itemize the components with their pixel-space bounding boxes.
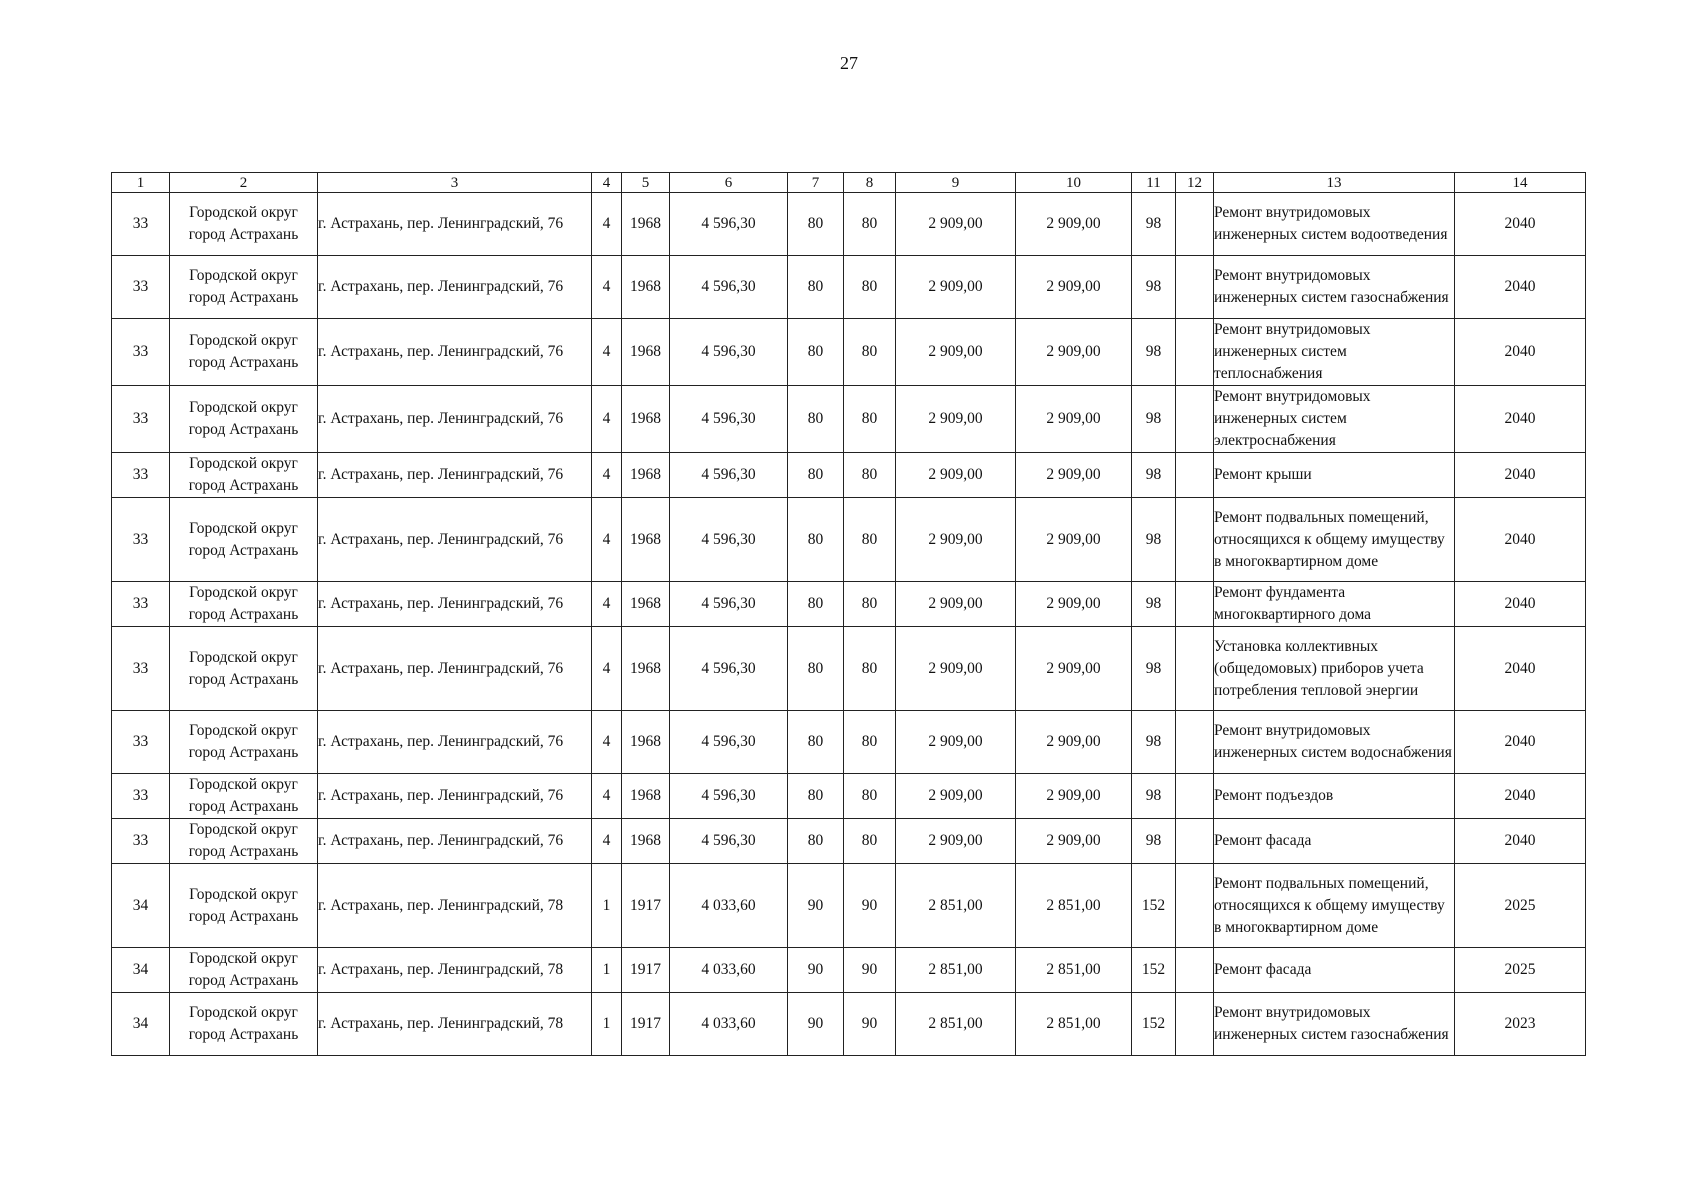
year-cell: 1968 (622, 386, 670, 453)
planned-year-cell: 2040 (1455, 453, 1586, 498)
column-9-cell: 2 851,00 (896, 948, 1016, 993)
table-row (112, 627, 1586, 711)
municipality-cell: Городской округ город Астрахань (170, 453, 318, 498)
column-12-cell (1176, 948, 1214, 993)
table-row (112, 993, 1586, 1056)
column-4-cell: 4 (592, 386, 622, 453)
column-10-cell: 2 909,00 (1016, 193, 1132, 256)
area-cell: 4 596,30 (670, 453, 788, 498)
column-8-cell: 80 (844, 498, 896, 582)
row-number-cell: 33 (112, 711, 170, 774)
column-8-cell: 90 (844, 864, 896, 948)
year-cell: 1968 (622, 819, 670, 864)
column-7-cell: 90 (788, 864, 844, 948)
column-8-cell: 80 (844, 453, 896, 498)
page-number: 27 (840, 53, 858, 73)
column-4-cell: 4 (592, 819, 622, 864)
planned-year-cell: 2040 (1455, 711, 1586, 774)
area-cell: 4 033,60 (670, 864, 788, 948)
column-8-cell: 80 (844, 319, 896, 386)
address-cell: г. Астрахань, пер. Ленинградский, 76 (318, 711, 592, 774)
column-9-cell: 2 851,00 (896, 864, 1016, 948)
column-11-cell: 98 (1132, 256, 1176, 319)
column-11-cell: 152 (1132, 864, 1176, 948)
column-10-cell: 2 909,00 (1016, 711, 1132, 774)
column-10-cell: 2 909,00 (1016, 498, 1132, 582)
row-number-cell: 33 (112, 627, 170, 711)
row-number-cell: 33 (112, 193, 170, 256)
municipality-cell: Городской округ город Астрахань (170, 386, 318, 453)
year-cell: 1968 (622, 453, 670, 498)
column-7-cell: 80 (788, 256, 844, 319)
year-cell: 1917 (622, 993, 670, 1056)
column-8-cell: 90 (844, 948, 896, 993)
column-10-cell: 2 909,00 (1016, 582, 1132, 627)
address-cell: г. Астрахань, пер. Ленинградский, 78 (318, 948, 592, 993)
column-9-cell: 2 909,00 (896, 627, 1016, 711)
column-4-cell: 4 (592, 319, 622, 386)
row-number-cell: 34 (112, 993, 170, 1056)
column-12-cell (1176, 582, 1214, 627)
column-4-cell: 4 (592, 627, 622, 711)
municipality-cell: Городской округ город Астрахань (170, 948, 318, 993)
column-4-cell: 1 (592, 993, 622, 1056)
year-cell: 1968 (622, 498, 670, 582)
column-9-cell: 2 909,00 (896, 582, 1016, 627)
table-row (112, 319, 1586, 386)
address-cell: г. Астрахань, пер. Ленинградский, 76 (318, 193, 592, 256)
planned-year-cell: 2040 (1455, 774, 1586, 819)
address-cell: г. Астрахань, пер. Ленинградский, 76 (318, 627, 592, 711)
planned-year-cell: 2040 (1455, 319, 1586, 386)
table-row (112, 453, 1586, 498)
row-number-cell: 34 (112, 948, 170, 993)
row-number-cell: 33 (112, 498, 170, 582)
column-header: 4 (592, 173, 622, 193)
column-8-cell: 80 (844, 627, 896, 711)
work-type-cell: Ремонт фундамента многоквартирного дома (1214, 582, 1455, 627)
work-type-cell: Ремонт внутридомовых инженерных систем водоотведения (1214, 193, 1455, 256)
area-cell: 4 596,30 (670, 627, 788, 711)
column-7-cell: 90 (788, 993, 844, 1056)
planned-year-cell: 2025 (1455, 948, 1586, 993)
work-type-cell: Ремонт внутридомовых инженерных систем водоснабжения (1214, 711, 1455, 774)
table-row (112, 864, 1586, 948)
area-cell: 4 596,30 (670, 386, 788, 453)
row-number-cell: 33 (112, 319, 170, 386)
column-10-cell: 2 909,00 (1016, 819, 1132, 864)
area-cell: 4 596,30 (670, 498, 788, 582)
municipality-cell: Городской округ город Астрахань (170, 193, 318, 256)
column-7-cell: 80 (788, 774, 844, 819)
municipality-cell: Городской округ город Астрахань (170, 627, 318, 711)
planned-year-cell: 2040 (1455, 256, 1586, 319)
column-8-cell: 80 (844, 819, 896, 864)
column-8-cell: 80 (844, 193, 896, 256)
area-cell: 4 596,30 (670, 319, 788, 386)
column-4-cell: 4 (592, 711, 622, 774)
table-row (112, 582, 1586, 627)
address-cell: г. Астрахань, пер. Ленинградский, 78 (318, 864, 592, 948)
column-4-cell: 1 (592, 948, 622, 993)
year-cell: 1968 (622, 627, 670, 711)
column-10-cell: 2 909,00 (1016, 319, 1132, 386)
column-10-cell: 2 851,00 (1016, 864, 1132, 948)
column-7-cell: 80 (788, 453, 844, 498)
column-7-cell: 80 (788, 819, 844, 864)
municipality-cell: Городской округ город Астрахань (170, 319, 318, 386)
column-9-cell: 2 909,00 (896, 711, 1016, 774)
year-cell: 1968 (622, 582, 670, 627)
column-9-cell: 2 909,00 (896, 819, 1016, 864)
column-4-cell: 4 (592, 453, 622, 498)
year-cell: 1968 (622, 711, 670, 774)
column-header: 9 (896, 173, 1016, 193)
column-header: 11 (1132, 173, 1176, 193)
column-9-cell: 2 909,00 (896, 256, 1016, 319)
row-number-cell: 34 (112, 864, 170, 948)
column-12-cell (1176, 627, 1214, 711)
column-11-cell: 98 (1132, 819, 1176, 864)
column-header: 12 (1176, 173, 1214, 193)
column-8-cell: 90 (844, 993, 896, 1056)
address-cell: г. Астрахань, пер. Ленинградский, 76 (318, 256, 592, 319)
column-9-cell: 2 909,00 (896, 498, 1016, 582)
year-cell: 1968 (622, 774, 670, 819)
address-cell: г. Астрахань, пер. Ленинградский, 76 (318, 386, 592, 453)
address-cell: г. Астрахань, пер. Ленинградский, 78 (318, 993, 592, 1056)
planned-year-cell: 2040 (1455, 627, 1586, 711)
column-7-cell: 80 (788, 498, 844, 582)
repair-program-table (111, 172, 1586, 1056)
area-cell: 4 596,30 (670, 819, 788, 864)
column-8-cell: 80 (844, 774, 896, 819)
row-number-cell: 33 (112, 582, 170, 627)
work-type-cell: Ремонт подъездов (1214, 774, 1455, 819)
column-9-cell: 2 909,00 (896, 774, 1016, 819)
column-header: 13 (1214, 173, 1455, 193)
table-row (112, 256, 1586, 319)
planned-year-cell: 2040 (1455, 819, 1586, 864)
column-12-cell (1176, 864, 1214, 948)
row-number-cell: 33 (112, 386, 170, 453)
planned-year-cell: 2023 (1455, 993, 1586, 1056)
planned-year-cell: 2040 (1455, 193, 1586, 256)
year-cell: 1968 (622, 319, 670, 386)
column-11-cell: 98 (1132, 498, 1176, 582)
column-7-cell: 80 (788, 386, 844, 453)
column-11-cell: 98 (1132, 319, 1176, 386)
column-4-cell: 4 (592, 256, 622, 319)
municipality-cell: Городской округ город Астрахань (170, 582, 318, 627)
table-row (112, 711, 1586, 774)
column-7-cell: 80 (788, 319, 844, 386)
municipality-cell: Городской округ город Астрахань (170, 774, 318, 819)
column-7-cell: 80 (788, 627, 844, 711)
column-header: 1 (112, 173, 170, 193)
column-4-cell: 4 (592, 774, 622, 819)
column-4-cell: 1 (592, 864, 622, 948)
table-row (112, 498, 1586, 582)
column-11-cell: 98 (1132, 711, 1176, 774)
year-cell: 1968 (622, 193, 670, 256)
work-type-cell: Ремонт фасада (1214, 819, 1455, 864)
column-11-cell: 152 (1132, 993, 1176, 1056)
column-4-cell: 4 (592, 498, 622, 582)
column-8-cell: 80 (844, 386, 896, 453)
column-9-cell: 2 909,00 (896, 386, 1016, 453)
address-cell: г. Астрахань, пер. Ленинградский, 76 (318, 819, 592, 864)
address-cell: г. Астрахань, пер. Ленинградский, 76 (318, 453, 592, 498)
column-11-cell: 98 (1132, 386, 1176, 453)
column-4-cell: 4 (592, 582, 622, 627)
municipality-cell: Городской округ город Астрахань (170, 256, 318, 319)
municipality-cell: Городской округ город Астрахань (170, 864, 318, 948)
planned-year-cell: 2040 (1455, 386, 1586, 453)
column-number-row (112, 173, 1586, 193)
column-header: 10 (1016, 173, 1132, 193)
column-12-cell (1176, 774, 1214, 819)
address-cell: г. Астрахань, пер. Ленинградский, 76 (318, 774, 592, 819)
column-11-cell: 152 (1132, 948, 1176, 993)
row-number-cell: 33 (112, 819, 170, 864)
address-cell: г. Астрахань, пер. Ленинградский, 76 (318, 498, 592, 582)
work-type-cell: Ремонт внутридомовых инженерных систем газоснабжения (1214, 256, 1455, 319)
table-row (112, 386, 1586, 453)
column-12-cell (1176, 319, 1214, 386)
area-cell: 4 596,30 (670, 711, 788, 774)
year-cell: 1917 (622, 864, 670, 948)
column-12-cell (1176, 386, 1214, 453)
work-type-cell: Ремонт крыши (1214, 453, 1455, 498)
column-header: 5 (622, 173, 670, 193)
column-header: 3 (318, 173, 592, 193)
work-type-cell: Ремонт внутридомовых инженерных систем теплоснабжения (1214, 319, 1455, 386)
area-cell: 4 596,30 (670, 774, 788, 819)
column-9-cell: 2 909,00 (896, 319, 1016, 386)
planned-year-cell: 2040 (1455, 498, 1586, 582)
column-11-cell: 98 (1132, 193, 1176, 256)
column-8-cell: 80 (844, 582, 896, 627)
table-row (112, 774, 1586, 819)
column-10-cell: 2 909,00 (1016, 453, 1132, 498)
column-7-cell: 80 (788, 193, 844, 256)
area-cell: 4 033,60 (670, 993, 788, 1056)
column-12-cell (1176, 256, 1214, 319)
row-number-cell: 33 (112, 256, 170, 319)
row-number-cell: 33 (112, 774, 170, 819)
table-row (112, 193, 1586, 256)
work-type-cell: Ремонт фасада (1214, 948, 1455, 993)
municipality-cell: Городской округ город Астрахань (170, 498, 318, 582)
column-header: 14 (1455, 173, 1586, 193)
municipality-cell: Городской округ город Астрахань (170, 819, 318, 864)
column-10-cell: 2 909,00 (1016, 627, 1132, 711)
column-4-cell: 4 (592, 193, 622, 256)
area-cell: 4 596,30 (670, 193, 788, 256)
municipality-cell: Городской округ город Астрахань (170, 993, 318, 1056)
year-cell: 1917 (622, 948, 670, 993)
work-type-cell: Ремонт внутридомовых инженерных систем электроснабжения (1214, 386, 1455, 453)
column-9-cell: 2 909,00 (896, 193, 1016, 256)
column-12-cell (1176, 498, 1214, 582)
column-9-cell: 2 851,00 (896, 993, 1016, 1056)
column-11-cell: 98 (1132, 774, 1176, 819)
work-type-cell: Ремонт внутридомовых инженерных систем газоснабжения (1214, 993, 1455, 1056)
column-7-cell: 80 (788, 582, 844, 627)
municipality-cell: Городской округ город Астрахань (170, 711, 318, 774)
column-10-cell: 2 851,00 (1016, 993, 1132, 1056)
column-9-cell: 2 909,00 (896, 453, 1016, 498)
planned-year-cell: 2025 (1455, 864, 1586, 948)
column-header: 8 (844, 173, 896, 193)
area-cell: 4 596,30 (670, 256, 788, 319)
column-header: 7 (788, 173, 844, 193)
table-row (112, 819, 1586, 864)
column-7-cell: 80 (788, 711, 844, 774)
column-header: 2 (170, 173, 318, 193)
area-cell: 4 596,30 (670, 582, 788, 627)
column-8-cell: 80 (844, 256, 896, 319)
area-cell: 4 033,60 (670, 948, 788, 993)
column-11-cell: 98 (1132, 627, 1176, 711)
planned-year-cell: 2040 (1455, 582, 1586, 627)
column-12-cell (1176, 193, 1214, 256)
column-10-cell: 2 909,00 (1016, 774, 1132, 819)
work-type-cell: Ремонт подвальных помещений, относящихся к общему имуществу в многоквартирном доме (1214, 498, 1455, 582)
column-12-cell (1176, 453, 1214, 498)
column-11-cell: 98 (1132, 453, 1176, 498)
column-12-cell (1176, 711, 1214, 774)
column-12-cell (1176, 993, 1214, 1056)
column-header: 6 (670, 173, 788, 193)
column-10-cell: 2 909,00 (1016, 386, 1132, 453)
address-cell: г. Астрахань, пер. Ленинградский, 76 (318, 319, 592, 386)
column-10-cell: 2 851,00 (1016, 948, 1132, 993)
address-cell: г. Астрахань, пер. Ленинградский, 76 (318, 582, 592, 627)
column-10-cell: 2 909,00 (1016, 256, 1132, 319)
row-number-cell: 33 (112, 453, 170, 498)
work-type-cell: Установка коллективных (общедомовых) приборов учета потребления тепловой энергии (1214, 627, 1455, 711)
column-11-cell: 98 (1132, 582, 1176, 627)
work-type-cell: Ремонт подвальных помещений, относящихся к общему имуществу в многоквартирном доме (1214, 864, 1455, 948)
table-row (112, 948, 1586, 993)
column-7-cell: 90 (788, 948, 844, 993)
column-12-cell (1176, 819, 1214, 864)
column-8-cell: 80 (844, 711, 896, 774)
year-cell: 1968 (622, 256, 670, 319)
